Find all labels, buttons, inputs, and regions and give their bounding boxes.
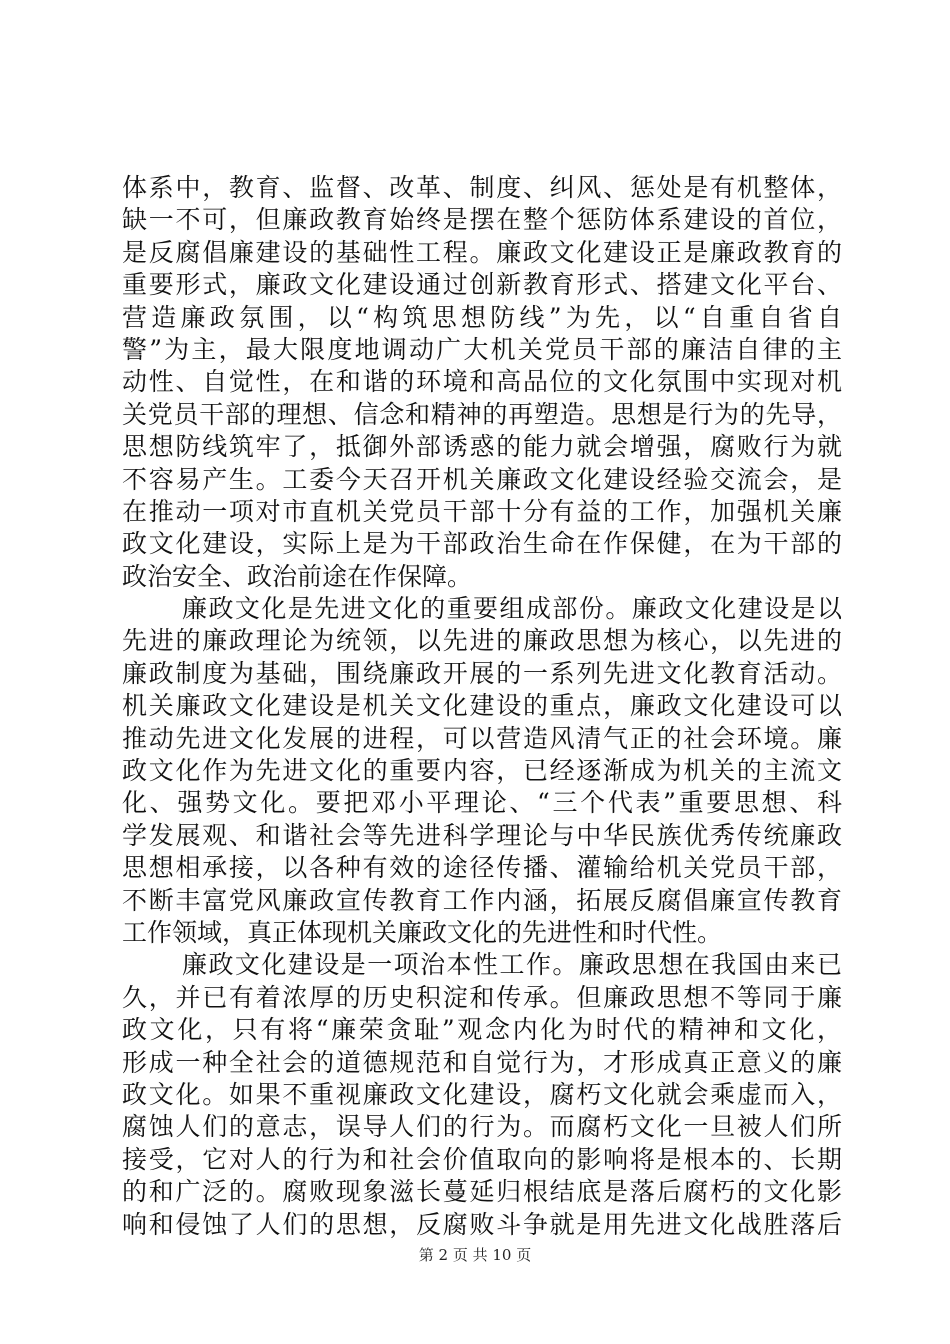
- text-line: 政文化作为先进文化的重要内容，已经逐渐成为机关的主流文: [122, 756, 842, 786]
- text-line: 久，并已有着浓厚的历史积淀和传承。但廉政思想不等同于廉: [122, 982, 842, 1012]
- text-line: 体系中，教育、监督、改革、制度、纠风、惩处是有机整体，: [122, 173, 842, 202]
- text-line: 廉政文化建设是一项治本性工作。廉政思想在我国由来已: [182, 950, 842, 980]
- text-line: 政文化。如果不重视廉政文化建设，腐朽文化就会乘虚而入，: [122, 1079, 842, 1109]
- text-line: 的和广泛的。腐败现象滋长蔓延归根结底是落后腐朽的文化影: [122, 1177, 842, 1207]
- text-line: 不断丰富党风廉政宣传教育工作内涵，拓展反腐倡廉宣传教育: [122, 885, 842, 915]
- text-line: 形成一种全社会的道德规范和自觉行为，才形成真正意义的廉: [122, 1047, 842, 1077]
- text-line: 廉政文化是先进文化的重要组成部份。廉政文化建设是以: [182, 594, 842, 624]
- text-line: 学发展观、和谐社会等先进科学理论与中华民族优秀传统廉政: [122, 820, 842, 850]
- page-number-label: 第 2 页 共 10 页: [418, 1246, 532, 1264]
- text-line: 思想防线筑牢了，抵御外部诱惑的能力就会增强，腐败行为就: [122, 432, 842, 462]
- text-line: 廉政制度为基础，围绕廉政开展的一系列先进文化教育活动。: [122, 658, 842, 688]
- text-line: 警”为主，最大限度地调动广大机关党员干部的廉洁自律的主: [122, 334, 842, 364]
- text-line: 化、强势文化。要把邓小平理论、“三个代表”重要思想、科: [122, 788, 842, 818]
- text-line: 思想相承接，以各种有效的途径传播、灌输给机关党员干部，: [122, 853, 842, 883]
- text-line: 推动先进文化发展的进程，可以营造风清气正的社会环境。廉: [122, 723, 842, 753]
- text-line: 机关廉政文化建设是机关文化建设的重点，廉政文化建设可以: [122, 691, 842, 721]
- text-line: 不容易产生。工委今天召开机关廉政文化建设经验交流会，是: [122, 464, 842, 494]
- text-line: 政文化，只有将“廉荣贪耻”观念内化为时代的精神和文化，: [122, 1015, 842, 1045]
- text-line: 动性、自觉性，在和谐的环境和高品位的文化氛围中实现对机: [122, 367, 842, 397]
- text-line: 关党员干部的理想、信念和精神的再塑造。思想是行为的先导，: [122, 399, 842, 429]
- text-line: 先进的廉政理论为统领，以先进的廉政思想为核心，以先进的: [122, 626, 842, 656]
- text-line: 接受，它对人的行为和社会价值取向的影响将是根本的、长期: [122, 1144, 842, 1174]
- text-line: 政文化建设，实际上是为干部政治生命在作保健，在为干部的: [122, 529, 842, 559]
- text-line: 缺一不可，但廉政教育始终是摆在整个惩防体系建设的首位，: [122, 205, 842, 235]
- text-line: 响和侵蚀了人们的思想，反腐败斗争就是用先进文化战胜落后: [122, 1209, 842, 1239]
- text-line: 腐蚀人们的意志，误导人们的行为。而腐朽文化一旦被人们所: [122, 1112, 842, 1142]
- text-line: 重要形式，廉政文化建设通过创新教育形式、搭建文化平台、: [122, 270, 842, 300]
- text-line: 是反腐倡廉建设的基础性工程。廉政文化建设正是廉政教育的: [122, 237, 842, 267]
- text-line: 在推动一项对市直机关党员干部十分有益的工作，加强机关廉: [122, 496, 842, 526]
- page-footer: [0, 1244, 950, 1265]
- text-line: 营造廉政氛围，以“构筑思想防线”为先，以“自重自省自: [122, 302, 842, 332]
- text-line: 工作领域，真正体现机关廉政文化的先进性和时代性。: [122, 917, 723, 947]
- document-body: [122, 172, 842, 1241]
- text-line: 政治安全、政治前途在作保障。: [122, 561, 473, 591]
